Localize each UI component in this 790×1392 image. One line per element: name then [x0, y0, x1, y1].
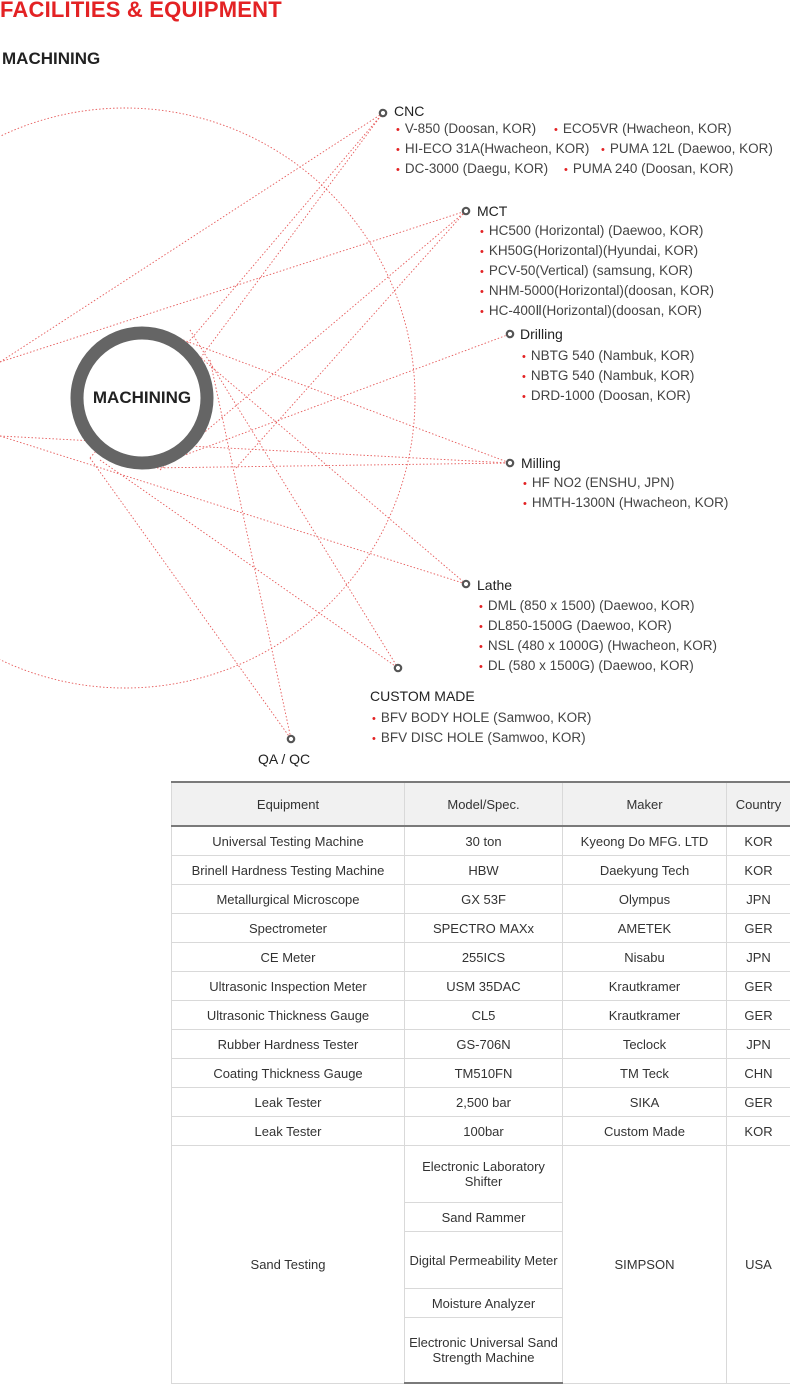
cnc-node-icon — [380, 110, 386, 116]
qa-node-icon — [288, 736, 294, 742]
table-row — [172, 856, 790, 885]
cell: GS-706N — [405, 1030, 563, 1059]
cell: HBW — [405, 856, 563, 885]
cell: CE Meter — [172, 943, 405, 972]
list-item: • HMTH-1300N (Hwacheon, KOR) — [523, 493, 728, 513]
cell: Spectrometer — [172, 914, 405, 943]
cell: 30 ton — [405, 826, 563, 856]
drilling-node-icon — [507, 331, 513, 337]
link-mct-2 — [160, 211, 466, 470]
table-row — [172, 1059, 790, 1088]
mct-title: MCT — [477, 203, 508, 219]
cell: Nisabu — [563, 943, 727, 972]
list-item: • KH50G(Horizontal)(Hyundai, KOR) — [480, 241, 714, 261]
custom-node-icon — [395, 665, 401, 671]
link-milling — [0, 436, 510, 463]
col-model: Model/Spec. — [405, 782, 563, 826]
list-item: • DML (850 x 1500) (Daewoo, KOR) — [479, 596, 717, 616]
sand-row — [172, 1146, 790, 1203]
cell: Brinell Hardness Testing Machine — [172, 856, 405, 885]
list-item: • NBTG 540 (Nambuk, KOR) — [522, 366, 694, 386]
table-row — [172, 826, 790, 856]
cell: JPN — [727, 943, 790, 972]
link-cnc — [0, 113, 383, 362]
lathe-list — [479, 596, 717, 676]
mct-list — [480, 221, 714, 321]
cell: Metallurgical Microscope — [172, 885, 405, 914]
table-row — [172, 1001, 790, 1030]
cell: Leak Tester — [172, 1088, 405, 1117]
cell: GER — [727, 972, 790, 1001]
custom-made-list — [372, 708, 591, 748]
cell: SIKA — [563, 1088, 727, 1117]
list-item: • HC-400Ⅱ(Horizontal)(doosan, KOR) — [480, 301, 714, 321]
cell: Rubber Hardness Tester — [172, 1030, 405, 1059]
table-row — [172, 972, 790, 1001]
cell: USM 35DAC — [405, 972, 563, 1001]
cell: Teclock — [563, 1030, 727, 1059]
lathe-title: Lathe — [477, 577, 513, 593]
cell: TM510FN — [405, 1059, 563, 1088]
sand-model: Electronic Laboratory Shifter — [405, 1146, 563, 1203]
sand-country: USA — [727, 1146, 790, 1384]
list-item: • NSL (480 x 1000G) (Hwacheon, KOR) — [479, 636, 717, 656]
cell: KOR — [727, 856, 790, 885]
cell: JPN — [727, 885, 790, 914]
list-item: • NBTG 540 (Nambuk, KOR) — [522, 346, 694, 366]
cell: Olympus — [563, 885, 727, 914]
qa-qc-title: QA / QC — [258, 751, 311, 767]
cell: CHN — [727, 1059, 790, 1088]
table-row — [172, 1030, 790, 1059]
cell: Krautkramer — [563, 1001, 727, 1030]
cell: TM Teck — [563, 1059, 727, 1088]
col-equipment: Equipment — [172, 782, 405, 826]
cell: GER — [727, 1088, 790, 1117]
cell: GX 53F — [405, 885, 563, 914]
link-lathe-2 — [180, 340, 466, 584]
link-lathe — [0, 436, 466, 584]
hub-label: MACHINING — [92, 388, 192, 407]
list-item: • HF NO2 (ENSHU, JPN) — [523, 473, 728, 493]
section-title: MACHINING — [2, 49, 101, 68]
cell: Daekyung Tech — [563, 856, 727, 885]
list-item: • PCV-50(Vertical) (samsung, KOR) — [480, 261, 714, 281]
cell: KOR — [727, 826, 790, 856]
list-item: • ECO5VR (Hwacheon, KOR) — [554, 121, 732, 136]
list-item: • V-850 (Doosan, KOR) — [396, 121, 536, 136]
table-row — [172, 1117, 790, 1146]
link-milling-3 — [150, 463, 510, 468]
cell: 100bar — [405, 1117, 563, 1146]
sand-model: Moisture Analyzer — [405, 1289, 563, 1318]
table-header-row — [172, 782, 790, 826]
cell: Coating Thickness Gauge — [172, 1059, 405, 1088]
cell: 2,500 bar — [405, 1088, 563, 1117]
drilling-list — [522, 346, 694, 406]
cell: Ultrasonic Thickness Gauge — [172, 1001, 405, 1030]
drilling-title: Drilling — [520, 326, 563, 342]
cell: JPN — [727, 1030, 790, 1059]
milling-title: Milling — [521, 455, 561, 471]
cell: Universal Testing Machine — [172, 826, 405, 856]
list-item: • PUMA 240 (Doosan, KOR) — [564, 161, 733, 176]
sand-model: Digital Permeability Meter — [405, 1232, 563, 1289]
cnc-list — [396, 121, 790, 183]
link-qa — [90, 458, 291, 739]
cell: GER — [727, 1001, 790, 1030]
list-item: • BFV DISC HOLE (Samwoo, KOR) — [372, 728, 591, 748]
table-row — [172, 1088, 790, 1117]
list-item: • DC-3000 (Daegu, KOR) — [396, 161, 548, 176]
table-row — [172, 943, 790, 972]
link-mct-3 — [236, 211, 466, 468]
mct-node-icon — [463, 208, 469, 214]
cell: AMETEK — [563, 914, 727, 943]
cell: Ultrasonic Inspection Meter — [172, 972, 405, 1001]
equipment-table — [171, 781, 790, 1384]
cell: Custom Made — [563, 1117, 727, 1146]
cell: SPECTRO MAXx — [405, 914, 563, 943]
list-item: • NHM-5000(Horizontal)(doosan, KOR) — [480, 281, 714, 301]
milling-node-icon — [507, 460, 513, 466]
col-maker: Maker — [563, 782, 727, 826]
cnc-title: CNC — [394, 103, 425, 119]
cell: KOR — [727, 1117, 790, 1146]
link-cnc-3 — [190, 113, 383, 372]
list-item: • HI-ECO 31A(Hwacheon, KOR) — [396, 141, 589, 156]
sand-model: Sand Rammer — [405, 1203, 563, 1232]
table-row — [172, 885, 790, 914]
list-item: • HC500 (Horizontal) (Daewoo, KOR) — [480, 221, 714, 241]
cell: GER — [727, 914, 790, 943]
cell: CL5 — [405, 1001, 563, 1030]
sand-equipment: Sand Testing — [172, 1146, 405, 1384]
sand-model: Electronic Universal Sand Strength Machine — [405, 1318, 563, 1384]
cell: Leak Tester — [172, 1117, 405, 1146]
list-item: • DL (580 x 1500G) (Daewoo, KOR) — [479, 656, 717, 676]
lathe-node-icon — [463, 581, 469, 587]
link-milling-2 — [170, 335, 510, 463]
list-item: • BFV BODY HOLE (Samwoo, KOR) — [372, 708, 591, 728]
milling-list — [523, 473, 728, 513]
link-custom — [100, 460, 398, 668]
sand-maker: SIMPSON — [563, 1146, 727, 1384]
cell: Kyeong Do MFG. LTD — [563, 826, 727, 856]
cell: 255ICS — [405, 943, 563, 972]
custom-made-title: CUSTOM MADE — [370, 688, 475, 704]
list-item: • DRD-1000 (Doosan, KOR) — [522, 386, 694, 406]
table-row — [172, 914, 790, 943]
cell: Krautkramer — [563, 972, 727, 1001]
list-item: • DL850-1500G (Daewoo, KOR) — [479, 616, 717, 636]
page-title: FACILITIES & EQUIPMENT — [0, 0, 282, 22]
col-country: Country — [727, 782, 790, 826]
link-mct — [0, 211, 466, 362]
list-item: • PUMA 12L (Daewoo, KOR) — [601, 141, 773, 156]
